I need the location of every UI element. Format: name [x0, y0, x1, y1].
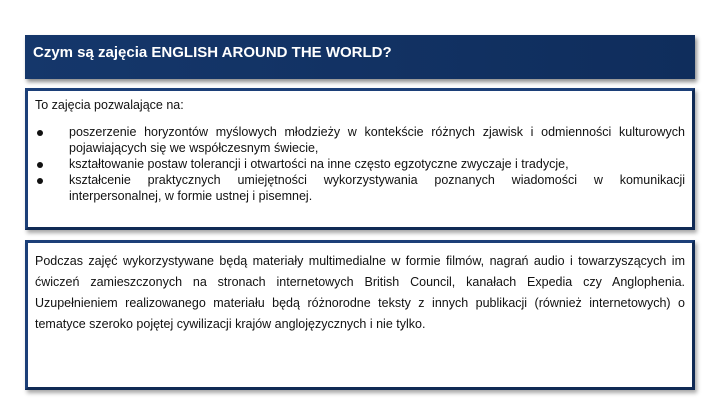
bullet-icon: [37, 130, 43, 136]
list-item-text: kształtowanie postaw tolerancji i otwartości na inne często egzotyczne zwyczaje i tradycje,: [69, 157, 569, 171]
list-item: [35, 156, 685, 172]
page-title: Czym są zajęcia ENGLISH AROUND THE WORLD?: [33, 44, 392, 61]
materials-paragraph: Podczas zajęć wykorzystywane będą materiały multimedialne w formie filmów, nagrań audio i towarzyszących im ćwiczeń zamieszczonych na stronach internetowych British Council, kanałach Expedia czy Anglophenia. Uzupełnieniem realizowanego materiału będą różnorodne teksty z innych publikacji (również internetowych) o tematyce szeroko pojętej cywilizacji krajów anglojęzycznych i nie tylko.: [35, 254, 685, 331]
list-item-text: poszerzenie horyzontów myślowych młodzieży w kontekście różnych zjawisk i odmienności kulturowych pojawiających się we współczesnym świecie,: [69, 125, 685, 155]
bullet-icon: [37, 178, 43, 184]
goals-box: [25, 88, 695, 230]
title-bar: [25, 35, 695, 79]
goals-list: [35, 124, 685, 204]
materials-box: [25, 240, 695, 390]
list-item: [35, 172, 685, 204]
goals-intro: To zajęcia pozwalające na:: [35, 98, 184, 112]
list-item-text: kształcenie praktycznych umiejętności wykorzystywania poznanych wiadomości w komunikacji interpersonalnej, w formie ustnej i pisemnej.: [69, 173, 685, 203]
list-item: [35, 124, 685, 156]
bullet-icon: [37, 162, 43, 168]
